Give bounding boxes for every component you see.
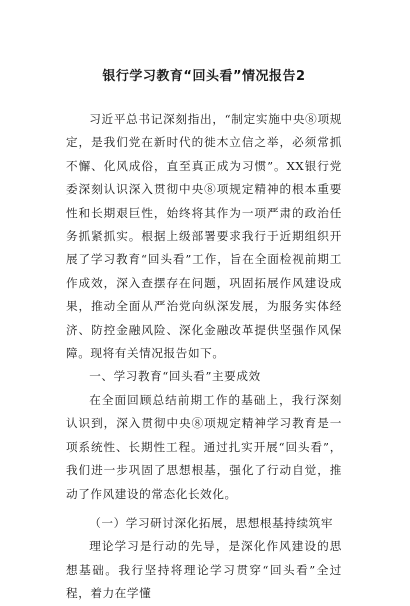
section-heading-1: 一、学习教育“回头看”主要成效 — [89, 369, 261, 384]
paragraph-section-1: 在全面回顾总结前期工作的基础上，我行深刻认识到，深入贯彻中央⑧项规定精神学习教育是一项系统性、长期性工程。通过扎实开展“回头看”，我们进一步巩固了思想根基，强化了行动自觉，推动了作风建设的常态化长效化。 — [66, 392, 342, 501]
paragraph-intro: 习近平总书记深刻指出，“制定实施中央⑧项规定，是我们党在新时代的徙木立信之举，必须常抓不懈、化风成俗，直至真正成为习惯”。XX银行党委深刻认识深入贯彻中央⑧项规定精神的根本重要性和长期艰巨性，始终将其作为一项严肃的政治任务抓紧抓实。根据上级部署要求我行于近期组织开展了学习教育“回头看”工作，旨在全面检视前期工作成效，深入查摆存在问题，巩固拓展作风建设成果，推动全面从严治党向纵深发展，为服务实体经济、防控金融风险、深化金融改革提供坚强作风保障。现将有关情况报告如下。 — [66, 112, 342, 361]
document-title: 银行学习教育“回头看”情况报告2 — [102, 69, 306, 84]
paragraph-subsection-1: 理论学习是行动的先导，是深化作风建设的思想基础。我行坚持将理论学习贯穿“回头看”全过程，着力在学懂 — [66, 539, 342, 601]
subsection-heading-1: （一）学习研讨深化拓展，思想根基持续筑牢 — [89, 515, 334, 530]
document-body — [66, 108, 342, 606]
